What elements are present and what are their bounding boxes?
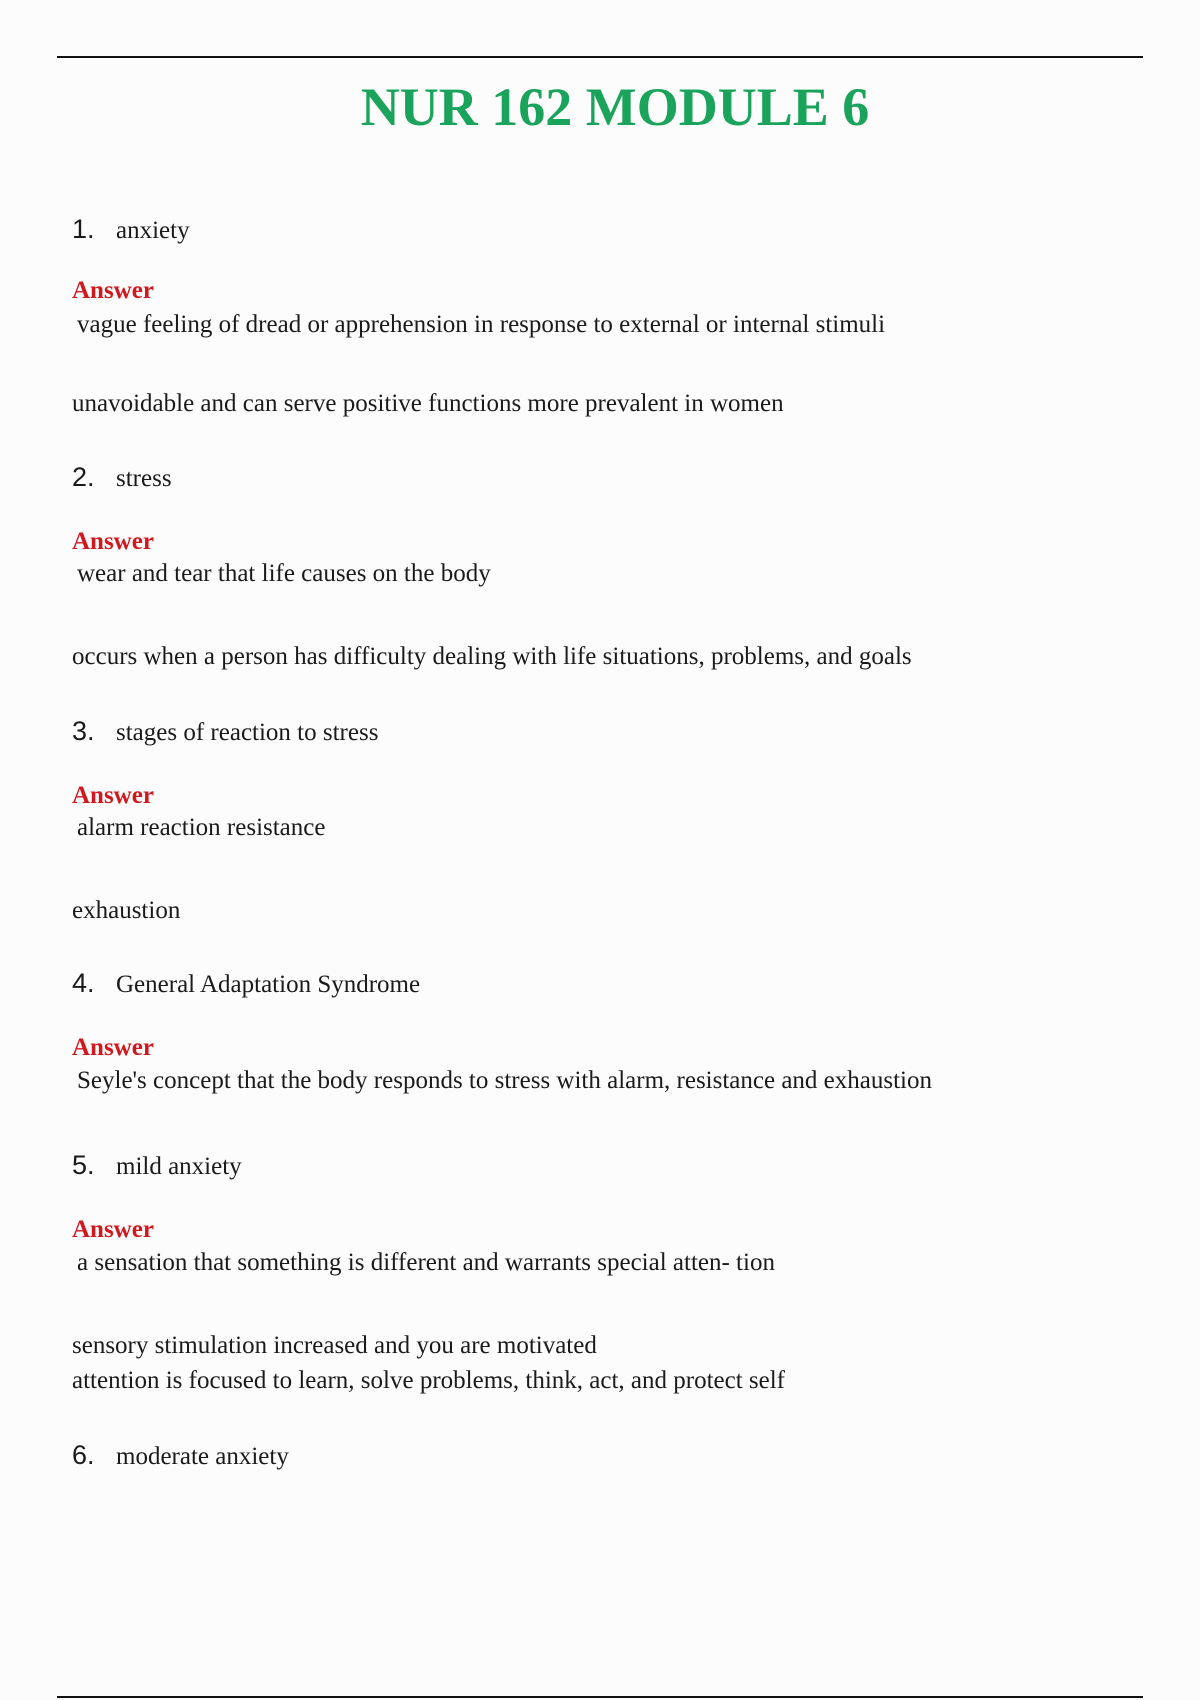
top-rule xyxy=(57,56,1143,58)
answer-text: sensory stimulation increased and you are motivated xyxy=(72,1332,597,1359)
answer-text: alarm reaction resistance xyxy=(77,814,326,841)
question-text: anxiety xyxy=(116,217,190,244)
question-text: stress xyxy=(116,465,172,492)
question-number: 2. xyxy=(72,462,95,492)
question-5 xyxy=(72,1150,242,1184)
answer-label: Answer xyxy=(72,1034,154,1061)
question-number: 1. xyxy=(72,214,95,244)
question-text: moderate anxiety xyxy=(116,1443,289,1470)
question-text: General Adaptation Syndrome xyxy=(116,971,421,998)
question-2 xyxy=(72,462,172,496)
answer-text: Seyle's concept that the body responds to stress with alarm, resistance and exhaustion xyxy=(77,1067,932,1094)
answer-label: Answer xyxy=(72,528,154,555)
answer-label: Answer xyxy=(72,782,154,809)
answer-text: vague feeling of dread or apprehension in response to external or internal stimuli xyxy=(77,311,886,338)
answer-text: occurs when a person has difficulty dealing with life situations, problems, and goals xyxy=(72,643,912,670)
answer-label: Answer xyxy=(72,277,154,304)
answer-text: exhaustion xyxy=(72,897,181,924)
question-number: 6. xyxy=(72,1440,95,1470)
question-text: mild anxiety xyxy=(116,1153,242,1180)
question-3 xyxy=(72,716,378,750)
answer-text: unavoidable and can serve positive functions more prevalent in women xyxy=(72,390,784,417)
question-text: stages of reaction to stress xyxy=(116,719,379,746)
answer-text: wear and tear that life causes on the body xyxy=(77,560,491,587)
question-1 xyxy=(72,214,190,248)
bottom-rule xyxy=(57,1696,1143,1698)
question-number: 4. xyxy=(72,968,95,998)
answer-text: a sensation that something is different and warrants special atten- tion xyxy=(77,1249,775,1276)
question-number: 5. xyxy=(72,1150,95,1180)
answer-label: Answer xyxy=(72,1216,154,1243)
page-title: NUR 162 MODULE 6 xyxy=(360,77,870,137)
question-6 xyxy=(72,1440,289,1474)
question-4 xyxy=(72,968,420,1002)
question-number: 3. xyxy=(72,716,95,746)
answer-text: attention is focused to learn, solve problems, think, act, and protect self xyxy=(72,1367,786,1394)
